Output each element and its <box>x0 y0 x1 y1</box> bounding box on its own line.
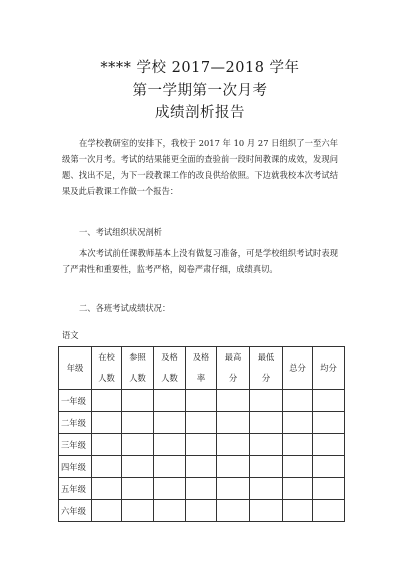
table-cell <box>250 412 283 434</box>
table-cell <box>250 478 283 500</box>
column-header-line: 总分 <box>289 362 306 373</box>
table-cell <box>92 478 122 500</box>
table-cell <box>313 478 345 500</box>
column-header <box>217 347 250 390</box>
table-cell <box>250 434 283 456</box>
table-cell <box>154 478 186 500</box>
table-cell <box>122 434 154 456</box>
grade-label: 一年级 <box>59 390 92 412</box>
table-cell <box>186 434 217 456</box>
report-title-analysis: 成绩剖析报告 <box>155 105 245 121</box>
column-header-line: 年级 <box>66 362 84 373</box>
table-cell <box>92 500 122 522</box>
table-cell <box>122 390 154 412</box>
intro-paragraph: 在学校教研室的安排下，我校于 2017 年 10 月 27 日组织了一至六年级第一次月考。考试的结果能更全面的查验前一段时间教课的成效，发现问题、找出不足，为下一段教课工作的改良供给依照。下边就我校本次考试结果及此后教课工作做一个报告： <box>62 138 338 196</box>
table-cell <box>154 390 186 412</box>
column-header-line: 及格 <box>192 352 210 362</box>
table-cell <box>122 456 154 478</box>
report-title-school-year: **** 学校 2017—2018 学年 <box>100 60 300 76</box>
table-cell <box>154 434 186 456</box>
table-cell <box>217 456 250 478</box>
scores-table <box>58 346 345 522</box>
table-cell <box>283 500 313 522</box>
table-cell <box>313 500 345 522</box>
column-header-line: 参照 <box>129 352 146 362</box>
column-header <box>122 347 154 390</box>
column-header <box>313 347 345 390</box>
table-cell <box>250 456 283 478</box>
column-header <box>186 347 217 390</box>
column-header-line: 分 <box>261 373 271 383</box>
column-header-line: 最高 <box>224 352 242 362</box>
table-cell <box>313 456 345 478</box>
scores-table-body <box>59 347 345 522</box>
column-header-line: 人数 <box>98 373 115 383</box>
table-cell <box>92 434 122 456</box>
column-header-line: 分 <box>228 373 238 383</box>
table-row <box>59 456 345 478</box>
table-header-row <box>59 347 345 390</box>
grade-label: 五年级 <box>59 478 92 500</box>
table-cell <box>92 412 122 434</box>
section-1-body: 本次考试前任课教师基本上没有做复习准备，可是学校组织考试时表现了严肃性和重要性，监考严格，阅卷严肃仔细，成绩真切。 <box>62 248 338 274</box>
table-cell <box>122 478 154 500</box>
table-cell <box>283 434 313 456</box>
table-cell <box>122 412 154 434</box>
column-header <box>250 347 283 390</box>
column-header-line: 及格 <box>161 352 178 362</box>
table-cell <box>313 412 345 434</box>
column-header-line: 人数 <box>161 373 178 383</box>
table-row <box>59 500 345 522</box>
column-header <box>59 347 92 390</box>
table-cell <box>154 500 186 522</box>
table-cell <box>217 412 250 434</box>
column-header-line: 人数 <box>129 373 146 383</box>
table-cell <box>154 456 186 478</box>
column-header-line: 最低 <box>257 352 275 362</box>
table-cell <box>122 500 154 522</box>
column-header-line: 均分 <box>320 362 337 373</box>
table-cell <box>250 390 283 412</box>
table-cell <box>283 412 313 434</box>
column-header <box>154 347 186 390</box>
report-title-exam: 第一学期第一次月考 <box>132 83 268 99</box>
table-cell <box>186 456 217 478</box>
table-cell <box>217 434 250 456</box>
column-header <box>283 347 313 390</box>
table-row <box>59 412 345 434</box>
table-cell <box>186 500 217 522</box>
table-cell <box>217 390 250 412</box>
table-cell <box>154 412 186 434</box>
table-row <box>59 390 345 412</box>
table-cell <box>217 478 250 500</box>
table-cell <box>186 478 217 500</box>
column-header-line: 率 <box>196 373 206 383</box>
table-row <box>59 434 345 456</box>
grade-label: 四年级 <box>59 456 92 478</box>
grade-label: 六年级 <box>59 500 92 522</box>
table-cell <box>92 456 122 478</box>
table-cell <box>217 500 250 522</box>
table-cell <box>313 390 345 412</box>
table-cell <box>283 390 313 412</box>
section-1-heading: 一、考试组织状况剖析 <box>79 227 162 237</box>
subject-label: 语文 <box>62 330 79 340</box>
grade-label: 二年级 <box>59 412 92 434</box>
table-cell <box>283 478 313 500</box>
column-header <box>92 347 122 390</box>
table-cell <box>186 412 217 434</box>
table-cell <box>250 500 283 522</box>
table-cell <box>186 390 217 412</box>
table-cell <box>313 434 345 456</box>
section-2-heading: 二、各班考试成绩状况： <box>79 303 171 313</box>
column-header-line: 在校 <box>98 352 115 362</box>
table-cell <box>92 390 122 412</box>
grade-label: 三年级 <box>59 434 92 456</box>
table-cell <box>283 456 313 478</box>
table-row <box>59 478 345 500</box>
